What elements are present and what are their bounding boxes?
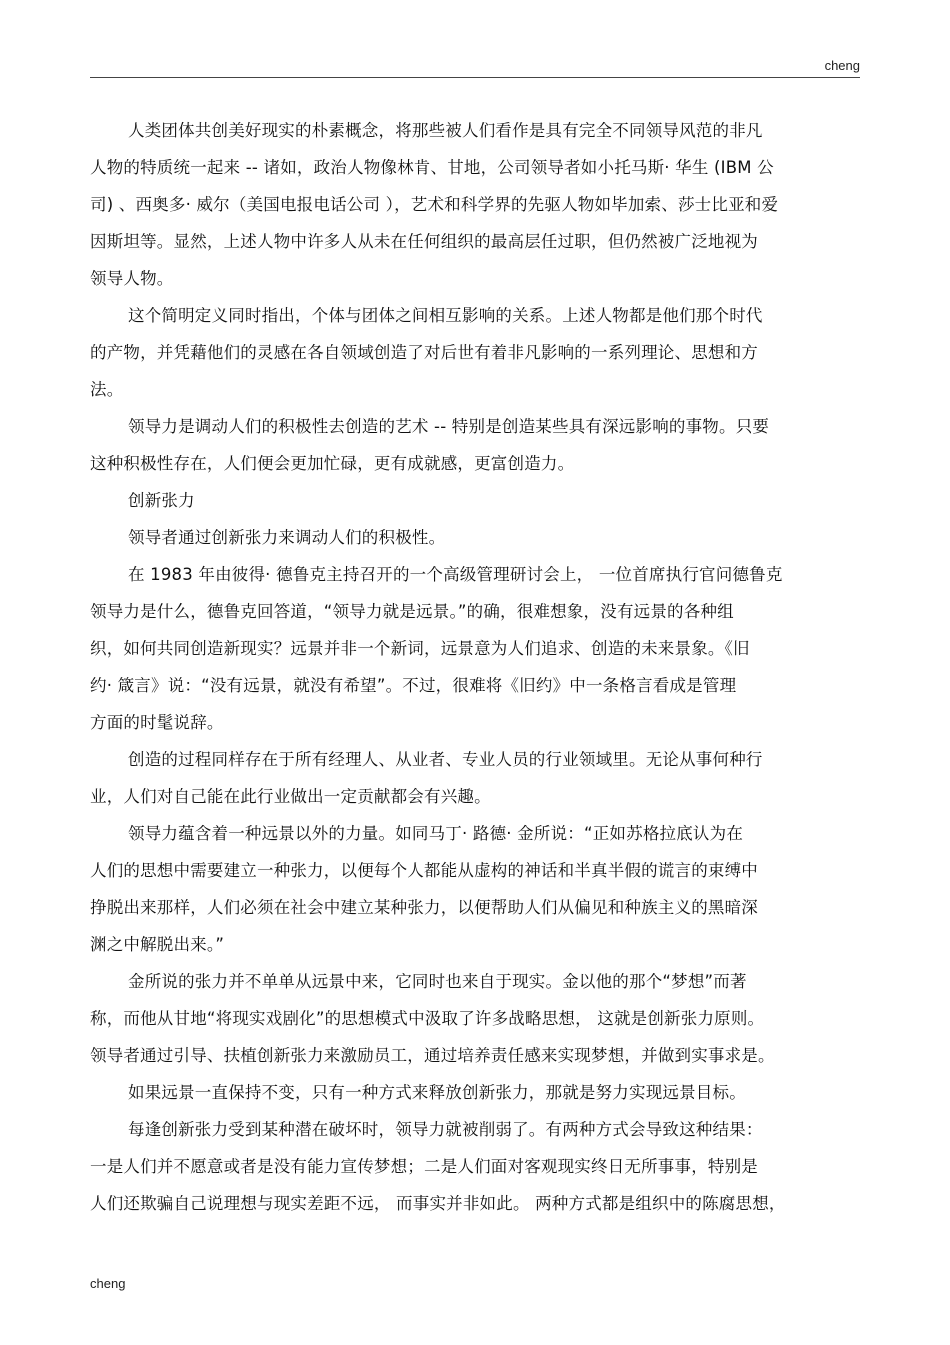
page-footer: cheng (90, 1276, 126, 1291)
text-line: 业，人们对自己能在此行业做出一定贡献都会有兴趣。 (90, 787, 491, 806)
text-line: 领导力蕴含着一种远景以外的力量。如同马丁· 路德· 金所说：“正如苏格拉底认为在 (128, 824, 744, 843)
text-line: 司) 、西奥多· 威尔（美国电报电话公司 ），艺术和科学界的先驱人物如毕加索、莎士比亚和爱 (90, 195, 779, 214)
text-line: 人们的思想中需要建立一种张力，以便每个人都能从虚构的神话和半真半假的谎言的束缚中 (90, 861, 758, 880)
text-line: 因斯坦等。显然，上述人物中许多人从未在任何组织的最高层任过职，但仍然被广泛地视为 (90, 232, 758, 251)
text-line: 称，而他从甘地“将现实戏剧化”的思想模式中汲取了许多战略思想， 这就是创新张力原则。 (90, 1009, 765, 1028)
document-body (90, 112, 870, 1222)
text-line: 领导力是什么，德鲁克回答道，“领导力就是远景。”的确，很难想象，没有远景的各种组 (90, 602, 734, 621)
text-line: 领导者通过引导、扶植创新张力来激励员工，通过培养责任感来实现梦想，并做到实事求是。 (90, 1046, 775, 1065)
text-line: 在 1983 年由彼得· 德鲁克主持召开的一个高级管理研讨会上， 一位首席执行官问德鲁克 (128, 565, 783, 584)
text-line: 人物的特质统一起来 -- 诸如，政治人物像林肯、甘地，公司领导者如小托马斯· 华生 (IBM 公 (90, 158, 774, 177)
text-line: 如果远景一直保持不变，只有一种方式来释放创新张力，那就是努力实现远景目标。 (128, 1083, 746, 1102)
header-divider (90, 77, 860, 78)
text-line: 金所说的张力并不单单从远景中来，它同时也来自于现实。金以他的那个“梦想”而著 (128, 972, 747, 991)
text-line: 领导者通过创新张力来调动人们的积极性。 (128, 528, 446, 547)
text-line: 这个简明定义同时指出，个体与团体之间相互影响的关系。上述人物都是他们那个时代 (128, 306, 763, 325)
text-line: 织，如何共同创造新现实？远景并非一个新词，远景意为人们追求、创造的未来景象。《旧 (90, 639, 750, 658)
text-line: 这种积极性存在，人们便会更加忙碌，更有成就感，更富创造力。 (90, 454, 575, 473)
page-header: cheng (824, 58, 860, 73)
text-line: 的产物，并凭藉他们的灵感在各自领域创造了对后世有着非凡影响的一系列理论、思想和方 (90, 343, 758, 362)
text-line: 人类团体共创美好现实的朴素概念，将那些被人们看作是具有完全不同领导风范的非凡 (128, 121, 763, 140)
text-line: 约· 箴言》说：“没有远景，就没有希望”。不过，很难将《旧约》中一条格言看成是管理 (90, 676, 737, 695)
text-line: 挣脱出来那样，人们必须在社会中建立某种张力，以便帮助人们从偏见和种族主义的黑暗深 (90, 898, 758, 917)
text-line: 渊之中解脱出来。” (90, 935, 225, 954)
text-line: 领导力是调动人们的积极性去创造的艺术 -- 特别是创造某些具有深远影响的事物。只要 (128, 417, 770, 436)
text-line: 方面的时髦说辞。 (90, 713, 224, 732)
text-line: 创造的过程同样存在于所有经理人、从业者、专业人员的行业领域里。无论从事何种行 (128, 750, 763, 769)
text-line: 一是人们并不愿意或者是没有能力宣传梦想；二是人们面对客观现实终日无所事事，特别是 (90, 1157, 758, 1176)
text-line: 人们还欺骗自己说理想与现实差距不远， 而事实并非如此。 两种方式都是组织中的陈腐思想， (90, 1194, 786, 1213)
text-line: 领导人物。 (90, 269, 174, 288)
text-line: 法。 (90, 380, 124, 399)
text-line: 创新张力 (128, 491, 195, 510)
text-line: 每逢创新张力受到某种潜在破坏时，领导力就被削弱了。有两种方式会导致这种结果： (128, 1120, 763, 1139)
